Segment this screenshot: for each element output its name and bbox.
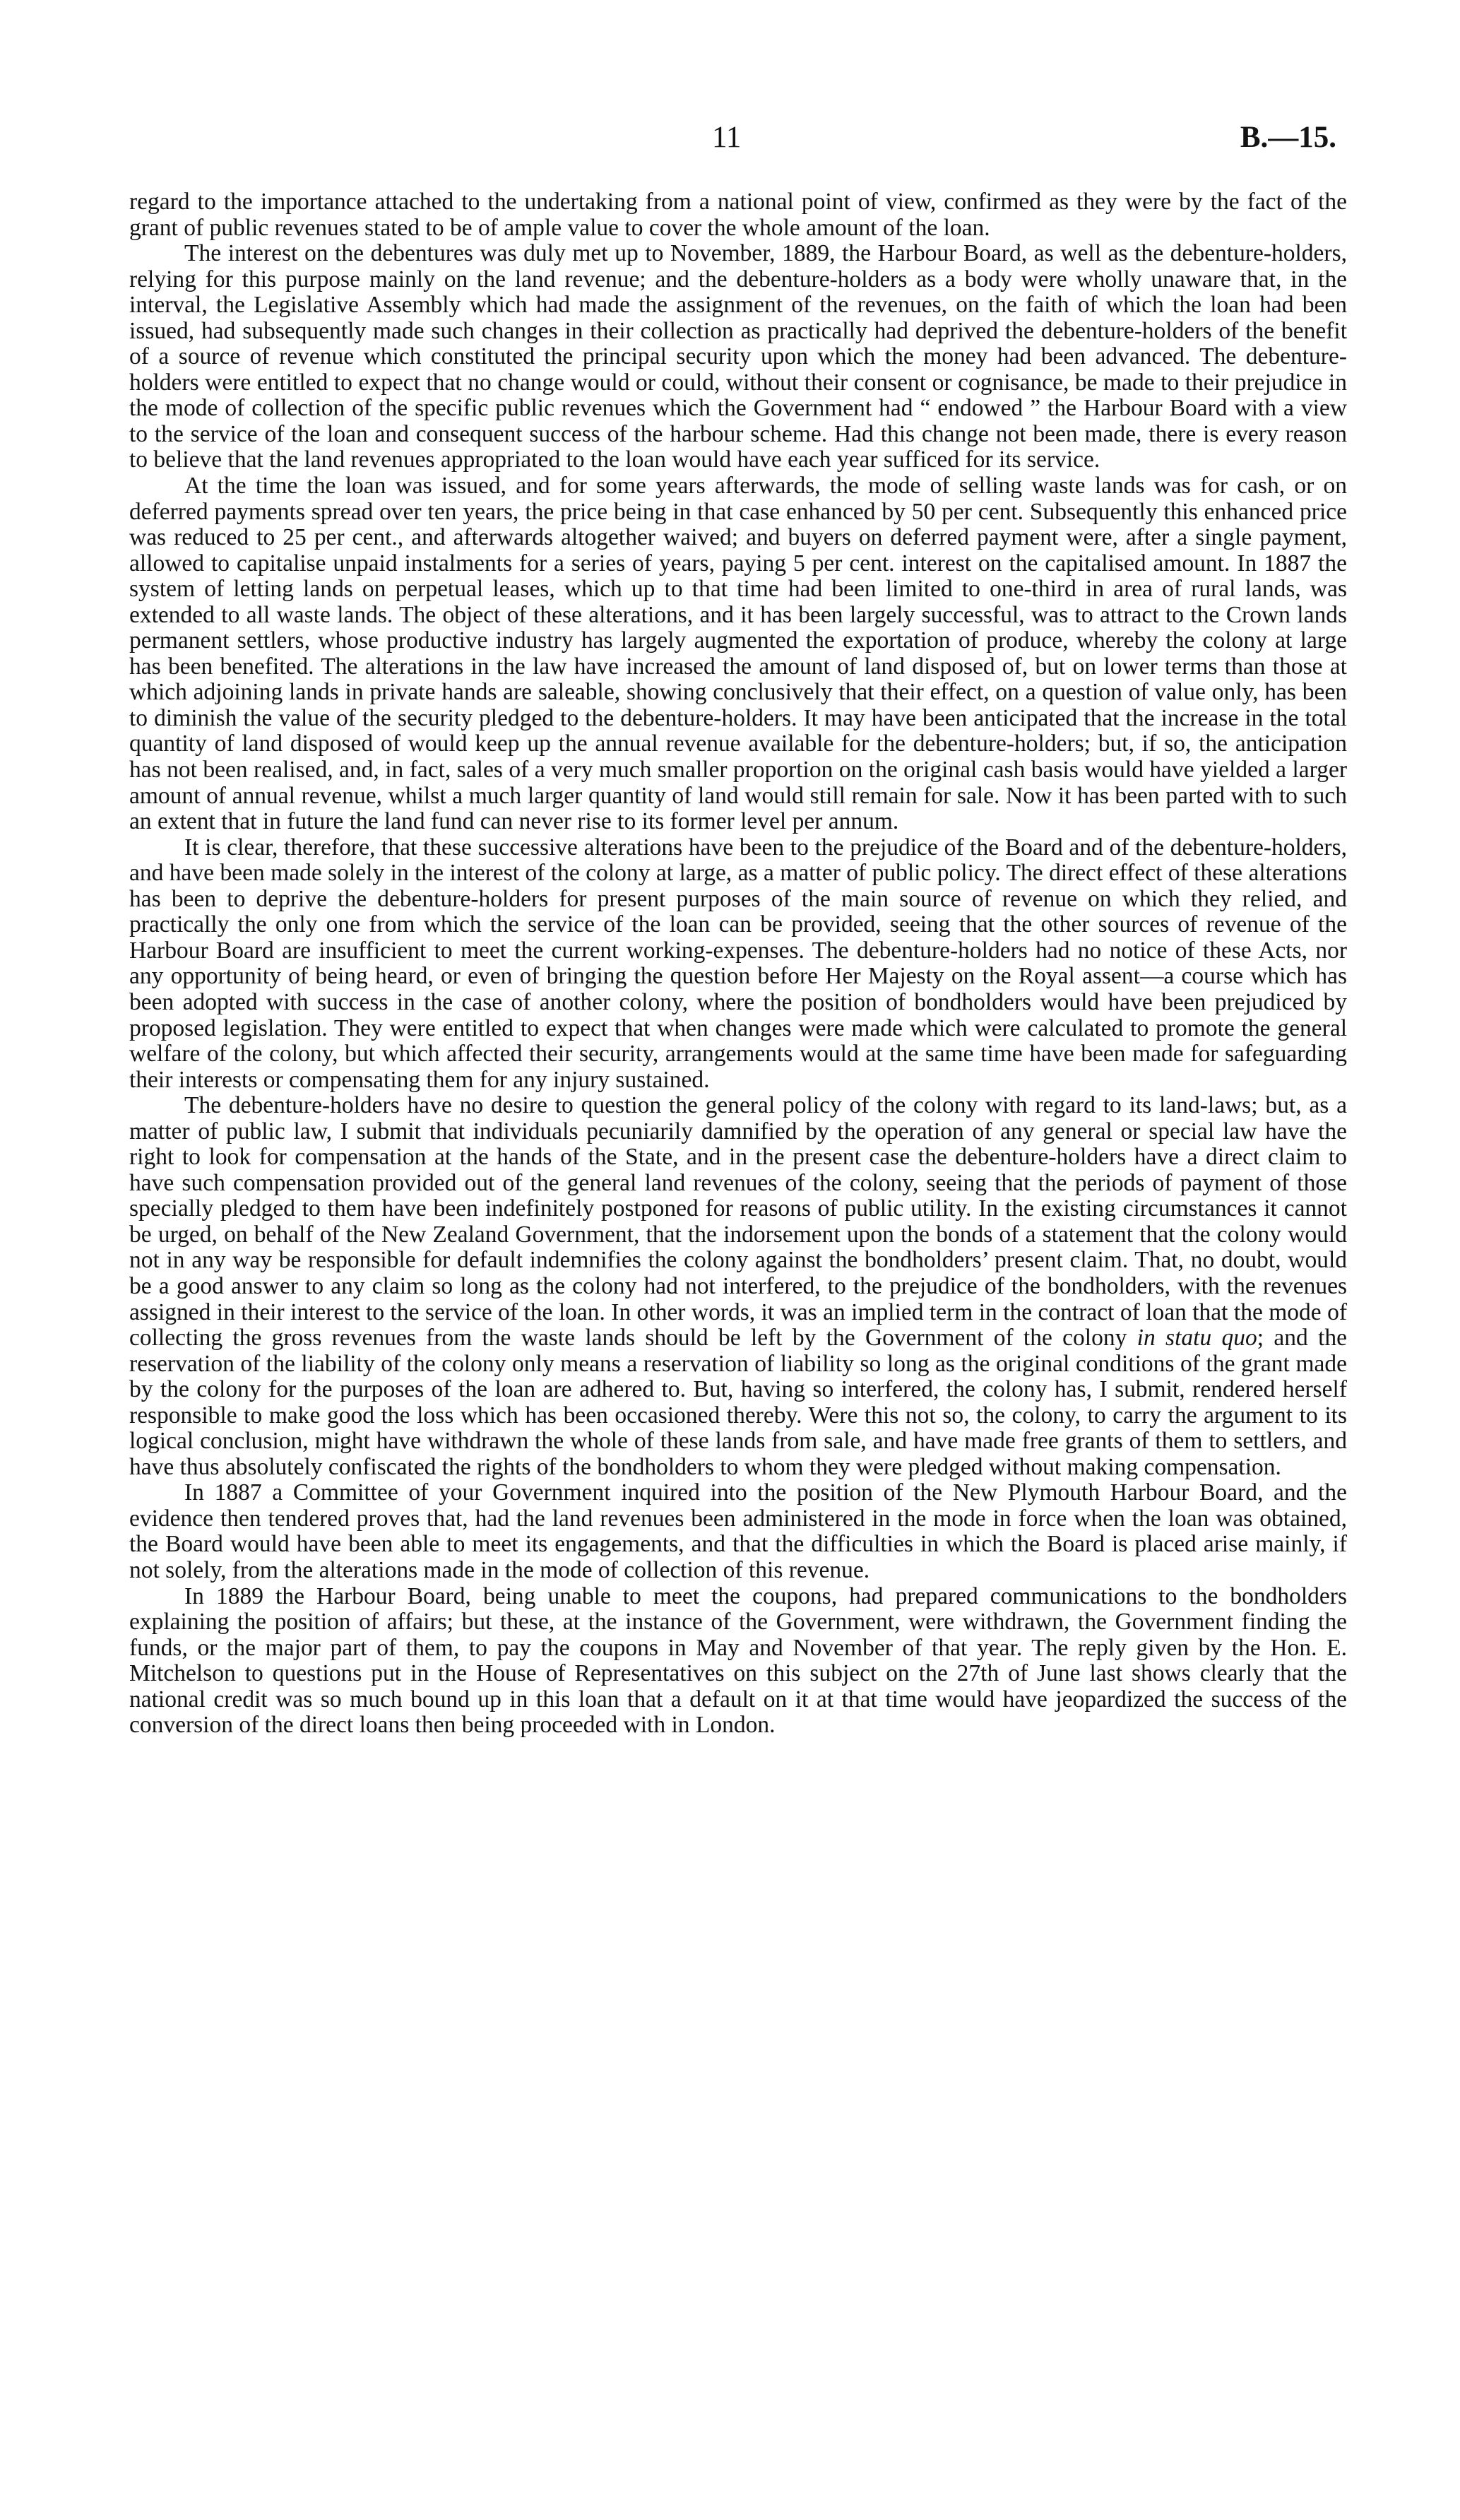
paragraph-5-text-a: The debenture-holders have no desire to question the general policy of the colony with regard to its land-laws; but, as a matter of public law, I submit that individuals pecuniarily damnified by the operation of any general or special law have the right to look for compensation at the hands of the State, and in the present case the debenture-holders have a direct claim to have such compensation provided out of the general land revenues of the colony, seeing that the periods of payment of those specially pledged to them have been indefinitely postponed for reasons of public utility. In the existing circumstances it cannot be urged, on behalf of the New Zealand Government, that the indorsement upon the bonds of a statement that the colony would not in any way be responsible for default indemnifies the colony against the bondholders’ present claim. That, no doubt, would be a good answer to any claim so long as the colony had not interfered, to the prejudice of the bondholders, with the revenues assigned in their interest to the service of the loan. In other words, it was an implied term in the contract of loan that the mode of collecting the gross revenues from the waste lands should be left by the Government of the colony: [129, 1092, 1347, 1351]
page-number: 11: [712, 121, 742, 154]
paragraph-5-text-b: ; and the reservation of the liability of the colony only means a reservation of liability so long as the original conditions of the grant made by the colony for the purposes of the loan are adhered to. But, having so interfered, the colony has, I submit, rendered herself responsible to make good the loss which has been occasioned thereby. Were this not so, the colony, to carry the argument to its logical conclusion, might have withdrawn the whole of these lands from sale, and have made free grants of them to settlers, and have thus absolutely confiscated the rights of the bondholders to whom they were pledged without making compensation.: [129, 1325, 1347, 1480]
paragraph-1: regard to the importance attached to the undertaking from a national point of view, confirmed as they were by the fact of the grant of public revenues stated to be of ample value to cover the whole amount of the loan.: [129, 189, 1347, 241]
page-header: [0, 117, 1460, 159]
paragraph-5: [129, 1093, 1347, 1480]
paragraph-3: At the time the loan was issued, and for some years afterwards, the mode of selling waste lands was for cash, or on deferred payments spread over ten years, the price being in that case enhanced by 50 per cent. Subsequently this enhanced price was reduced to 25 per cent., and afterwards altogether waived; and buyers on deferred payment were, after a single payment, allowed to capitalise unpaid instalments for a series of years, paying 5 per cent. interest on the capitalised amount. In 1887 the system of letting lands on perpetual leases, which up to that time had been limited to one-third in area of rural lands, was extended to all waste lands. The object of these alterations, and it has been largely successful, was to attract to the Crown lands permanent settlers, whose productive industry has largely augmented the exportation of produce, whereby the colony at large has been benefited. The alterations in the law have increased the amount of land disposed of, but on lower terms than those at which adjoining lands in private hands are saleable, showing conclusively that their effect, on a question of value only, has been to diminish the value of the security pledged to the debenture-holders. It may have been anticipated that the increase in the total quantity of land disposed of would keep up the annual revenue available for the debenture-holders; but, if so, the anticipation has not been realised, and, in fact, sales of a very much smaller proportion on the original cash basis would have yielded a larger amount of annual revenue, whilst a much larger quantity of land would still remain for sale. Now it has been parted with to such an extent that in future the land fund can never rise to its former level per annum.: [129, 473, 1347, 835]
paragraph-5-italic: in statu quo: [1136, 1325, 1257, 1351]
document-reference: B.—15.: [1240, 121, 1336, 154]
paragraph-2: The interest on the debentures was duly met up to November, 1889, the Harbour Board, as well as the debenture-holders, relying for this purpose mainly on the land revenue; and the debenture-holders as a body were wholly unaware that, in the interval, the Legislative Assembly which had made the assignment of the revenues, on the faith of which the loan had been issued, had subsequently made such changes in their collection as practically had deprived the debenture-holders of the benefit of a source of revenue which constituted the principal security upon which the money had been advanced. The debenture-holders were entitled to expect that no change would or could, without their consent or cognisance, be made to their prejudice in the mode of collection of the specific public revenues which the Government had “ endowed ” the Harbour Board with a view to the service of the loan and consequent success of the harbour scheme. Had this change not been made, there is every reason to believe that the land revenues appropriated to the loan would have each year sufficed for its service.: [129, 240, 1347, 473]
paragraph-4: It is clear, therefore, that these successive alterations have been to the prejudice of the Board and of the debenture-holders, and have been made solely in the interest of the colony at large, as a matter of public policy. The direct effect of these alterations has been to deprive the debenture-holders for present purposes of the main source of revenue on which they relied, and practically the only one from which the service of the loan can be provided, seeing that the other sources of revenue of the Harbour Board are insufficient to meet the current working-expenses. The debenture-holders had no notice of these Acts, nor any opportunity of being heard, or even of bringing the question before Her Majesty on the Royal assent—a course which has been adopted with success in the case of another colony, where the position of bondholders would have been prejudiced by proposed legislation. They were entitled to expect that when changes were made which were calculated to promote the general welfare of the colony, but which affected their security, arrangements would at the same time have been made for safeguarding their interests or compensating them for any injury sustained.: [129, 834, 1347, 1093]
body-text: [129, 189, 1347, 1739]
paragraph-7: In 1889 the Harbour Board, being unable to meet the coupons, had prepared communications to the bondholders explaining the position of affairs; but these, at the instance of the Government, were withdrawn, the Government finding the funds, or the major part of them, to pay the coupons in May and November of that year. The reply given by the Hon. E. Mitchelson to questions put in the House of Representatives on this subject on the 27th of June last shows clearly that the national credit was so much bound up in this loan that a default on it at that time would have jeopardized the success of the conversion of the direct loans then being proceeded with in London.: [129, 1583, 1347, 1739]
paragraph-6: In 1887 a Committee of your Government inquired into the position of the New Plymouth Harbour Board, and the evidence then tendered proves that, had the land revenues been administered in the mode in force when the loan was obtained, the Board would have been able to meet its engagements, and that the difficulties in which the Board is placed arise mainly, if not solely, from the alterations made in the mode of collection of this revenue.: [129, 1479, 1347, 1583]
